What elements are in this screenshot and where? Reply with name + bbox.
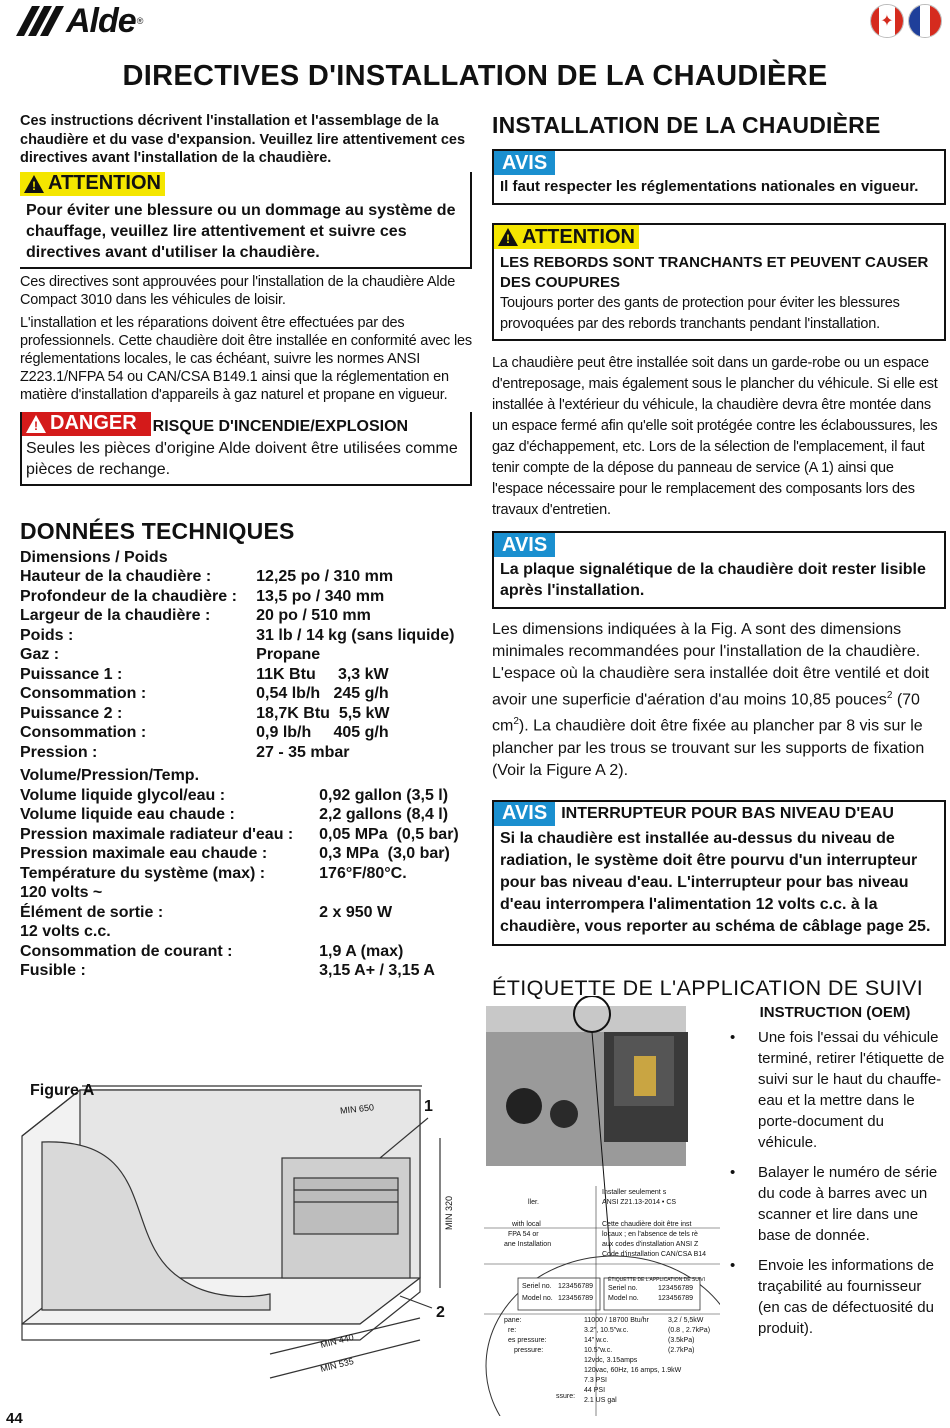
label-data2: 3.2", 10.5"w.c.: [584, 1327, 629, 1334]
spec-label: Profondeur de la chaudière :: [20, 587, 237, 605]
callout-2: 2: [436, 1304, 445, 1321]
label-std5: Code d'installation CAN/CSA B14: [602, 1251, 707, 1258]
approval-text: Ces directives sont approuvées pour l'installation de la chaudière Alde Compact 3010 dans les véhicules de loisir.: [20, 273, 456, 308]
brand-name: Alde: [66, 1, 136, 40]
spec-label: Consommation de courant :: [20, 942, 233, 960]
professional-text: L'installation et les réparations doivent être effectuées par des professionnels. Cette chaudière doit être installée en conformité avec les réglementations locales, le cas échéant, suivre les normes ANSI Z223.1/NFPA 54 ou CAN/CSA B149.1 ainsi que la réglementation en matière d'installation d'appareils à gaz naturel et propane en vigueur.: [20, 314, 472, 403]
label-data8: 44 PSI: [584, 1387, 606, 1394]
sup-2a: 2: [886, 690, 893, 701]
spec-row: [20, 786, 472, 806]
label-data7: 7.3 PSI: [584, 1377, 607, 1384]
spec-label: Température du système (max) :: [20, 864, 266, 882]
avis-tag: AVIS: [494, 151, 555, 175]
spec-value: [319, 922, 472, 942]
attention-box: [20, 172, 472, 269]
dim-label-320: MIN 320: [444, 1195, 455, 1231]
label-r2: (0.8 , 2.7kPa): [668, 1327, 711, 1334]
label-top: Installer seulement s: [602, 1189, 667, 1196]
figure-a: [20, 1078, 475, 1408]
spec-label: Gaz :: [20, 646, 60, 663]
page-title: DIRECTIVES D'INSTALLATION DE LA CHAUDIÈRE: [122, 60, 828, 92]
spec-row: [20, 883, 472, 903]
spec-value: 20 po / 510 mm: [256, 607, 371, 624]
install-heading: INSTALLATION DE LA CHAUDIÈRE: [492, 112, 881, 138]
tech-heading: DONNÉES TECHNIQUES: [20, 517, 295, 544]
label-model-no: 123456789: [558, 1295, 594, 1302]
spec-label: Fusible :: [20, 962, 86, 979]
label-left2: FPA 54 or: [508, 1231, 539, 1238]
label-r1: 3,2 / 5,5kW: [668, 1317, 704, 1324]
label-lbl4: pressure:: [514, 1347, 544, 1354]
spec-label: Puissance 2 :: [20, 704, 123, 722]
spec-value: Propane: [256, 646, 321, 663]
spec-label: 120 volts ~: [20, 884, 103, 901]
spec-row: [20, 805, 472, 825]
avis-tag: AVIS: [494, 533, 555, 557]
spec-row: [20, 864, 472, 884]
avis-3-title: INTERRUPTEUR POUR BAS NIVEAU D'EAU: [561, 804, 894, 822]
sup-2b: 2: [513, 716, 519, 728]
danger-tag: [22, 412, 151, 436]
danger-label: DANGER: [50, 412, 137, 434]
figure-label: Figure A: [30, 1082, 95, 1099]
avis-2-text: La plaque signalétique de la chaudière doit rester lisible après l'installation.: [500, 561, 926, 599]
spec-value: 2,2 gallons (8,4 l): [319, 806, 449, 823]
dimensions-text-b: (70 cm: [492, 691, 920, 735]
danger-title: RISQUE D'INCENDIE/EXPLOSION: [152, 417, 409, 435]
spec-row: [20, 903, 472, 923]
spec-value: 0,05 MPa (0,5 bar): [319, 825, 459, 843]
label-serial-2: Seriel no.: [608, 1285, 638, 1292]
spec-label: Pression maximale eau chaude :: [20, 845, 268, 862]
label-lbl1: pane:: [504, 1317, 522, 1324]
tech-group-dimensions: Dimensions / Poids: [20, 548, 168, 566]
spec-row: [20, 626, 472, 646]
spec-label: Volume liquide eau chaude :: [20, 806, 235, 823]
spec-value: 0,54 lb/h 245 g/h: [256, 685, 389, 702]
spec-row: [20, 665, 472, 685]
list-item: • Une fois l'essai du véhicule terminé, retirer l'étiquette de suivi sur le haut du chauffe-eau et la mettre dans le porte-document du véhicule.: [724, 1027, 946, 1153]
alde-logo: [18, 1, 144, 40]
spec-row: [20, 743, 472, 763]
spec-value: 176°F/80°C.: [319, 864, 407, 882]
attention-tag: [494, 225, 639, 249]
avis-1-text: Il faut respecter les réglementations nationales en vigueur.: [500, 178, 919, 195]
warning-icon: !: [26, 415, 46, 433]
avis-box-3: [492, 800, 946, 946]
spec-row: [20, 587, 472, 607]
spec-label: Pression maximale radiateur d'eau :: [20, 825, 294, 843]
attention-title: LES REBORDS SONT TRANCHANTS ET PEUVENT CAUSER DES COUPURES: [500, 254, 929, 291]
dimensions-text: [492, 619, 946, 782]
location-text: La chaudière peut être installée soit dans un garde-robe ou un espace d'entreposage, mais également sous le plancher du véhicule. Si elle est installée à l'extérieur du véhicule, la chaudière devra être montée dans un espace fermé afin qu'elle soit protégée contre les éclaboussures, les gaz d'échappement, etc. Lors de la sélection de l'emplacement, il faut tenir compte de la dépose du panneau de service (A 1) ainsi que l'espace nécessaire pour le remplacement des composants lors des travaux d'entretien.: [492, 355, 938, 518]
label-data9: 2.1 US gal: [584, 1397, 617, 1404]
spec-value: [319, 883, 472, 903]
avis-3-text: Si la chaudière est installée au-dessus du niveau de radiation, le système doit être pourvu d'un interrupteur pour bas niveau d'eau. L'interrupteur pour bas niveau d'eau interrompera l'alimentation 12 volts c.c. à la chaudière, vous reporter au schéma de câblage page 25.: [500, 829, 931, 935]
label-left1: with local: [512, 1221, 541, 1228]
tech-table-2: [20, 786, 472, 981]
registered-mark: ®: [136, 16, 144, 26]
attention-label: ATTENTION: [48, 172, 161, 194]
spec-row: [20, 684, 472, 704]
attention-tag: [20, 172, 165, 196]
spec-row: [20, 922, 472, 942]
language-flags: [870, 4, 942, 38]
danger-text: Seules les pièces d'origine Alde doivent être utilisées comme pièces de rechange.: [26, 439, 458, 478]
spec-value: 31 lb / 14 kg (sans liquide): [256, 626, 455, 644]
spec-value: 2 x 950 W: [319, 903, 393, 921]
label-r3: (3.5kPa): [668, 1337, 695, 1344]
spec-label: Volume liquide glycol/eau :: [20, 786, 226, 804]
dim-label-535: MIN 535: [319, 1356, 355, 1374]
spec-label: Puissance 1 :: [20, 665, 123, 683]
oem-list: [724, 1027, 946, 1339]
dim-label-440: MIN 440: [319, 1332, 355, 1350]
callout-1: 1: [424, 1098, 433, 1115]
label-left3: ane Installation: [504, 1241, 552, 1248]
france-flag-icon[interactable]: [908, 4, 942, 38]
label-lbl3: es pressure:: [508, 1337, 547, 1344]
spec-row: [20, 942, 472, 962]
spec-value: 0,92 gallon (3,5 l): [319, 786, 449, 804]
label-serial-no-2: 123456789: [658, 1285, 694, 1292]
spec-value: 0,3 MPa (3,0 bar): [319, 845, 450, 862]
spec-label: Consommation :: [20, 724, 147, 741]
label-model-2: Model no.: [608, 1295, 639, 1302]
label-serial: Seriel no.: [522, 1283, 552, 1290]
label-std4: aux codes d'installation ANSI Z: [602, 1241, 699, 1248]
avis-tag: AVIS: [494, 802, 555, 826]
oem-heading: INSTRUCTION (OEM): [759, 1004, 911, 1021]
label-lbl2: re:: [508, 1327, 517, 1334]
spec-label: 12 volts c.c.: [20, 923, 111, 940]
spec-value: 18,7K Btu 5,5 kW: [256, 704, 390, 722]
canada-flag-icon[interactable]: ✦: [870, 4, 904, 38]
spec-value: 13,5 po / 340 mm: [256, 587, 385, 605]
spec-value: 3,15 A+ / 3,15 A: [319, 962, 435, 979]
label-data4: 10.5"w.c.: [584, 1347, 613, 1354]
spec-label: Consommation :: [20, 685, 147, 702]
spec-row: [20, 723, 472, 743]
oem-instructions: [724, 1004, 946, 1348]
spec-label: Élément de sortie :: [20, 903, 164, 921]
label-data5: 12vdc, 3.15amps: [584, 1357, 638, 1364]
spec-row: [20, 704, 472, 724]
label-data1: 11000 / 18700 Btu/hr: [584, 1317, 649, 1324]
page-number: 44: [6, 1410, 23, 1427]
label-r4: (2.7kPa): [668, 1347, 695, 1354]
danger-box: [20, 412, 472, 486]
tech-table-1: [20, 567, 472, 762]
intro-text: Ces instructions décrivent l'installation et l'assemblage de la chaudière et du vase d'expansion. Veuillez lire attentivement ces directives avant l'installation de la chaudière.: [20, 113, 466, 166]
label-data3: 14" w.c.: [584, 1337, 609, 1344]
avis-box-1: [492, 149, 946, 205]
spec-value: 12,25 po / 310 mm: [256, 568, 394, 585]
spec-row: [20, 645, 472, 665]
attention-text: Pour éviter une blessure ou un dommage au système de chauffage, veuillez lire attentivement et suivre ces directives avant d'utiliser la chaudière.: [26, 201, 456, 261]
spec-value: 1,9 A (max): [319, 942, 404, 960]
tech-group-volume: Volume/Pression/Temp.: [20, 767, 200, 784]
attention-box-right: [492, 223, 946, 341]
label-serial-no: 123456789: [558, 1283, 594, 1290]
spec-row: [20, 606, 472, 626]
list-item: • Envoie les informations de traçabilité au fournisseur (en cas de défectuosité du produit).: [724, 1255, 946, 1339]
warning-icon: !: [498, 228, 518, 246]
installation-diagram: [20, 1078, 475, 1408]
spec-row: [20, 825, 472, 845]
label-texts: [484, 1186, 720, 1416]
label-std3: locaux ; en l'absence de tels rè: [602, 1231, 698, 1238]
label-std2: Cette chaudière doit être inst: [602, 1221, 692, 1228]
spec-label: Pression :: [20, 743, 98, 761]
label-ller: ller.: [528, 1199, 539, 1206]
boiler-photo: [484, 996, 720, 1416]
dim-label-650: MIN 650: [339, 1102, 375, 1116]
label-model: Model no.: [522, 1295, 553, 1302]
label-title: ÉTIQUETTE DE L'APPLICATION DE SUIVI: [608, 1277, 705, 1283]
spec-label: Largeur de la chaudière :: [20, 607, 211, 624]
tracking-heading: ÉTIQUETTE DE L'APPLICATION DE SUIVI: [492, 975, 924, 1000]
spec-row: [20, 844, 472, 864]
warning-icon: !: [24, 175, 44, 193]
spec-value: 0,9 lb/h 405 g/h: [256, 724, 389, 741]
right-column: [492, 112, 946, 1001]
spec-label: Poids :: [20, 626, 74, 644]
list-item: • Balayer le numéro de série du code à barres avec un scanner et lire dans une base de donnée.: [724, 1162, 946, 1246]
label-model-no-2: 123456789: [658, 1295, 694, 1302]
spec-value: 27 - 35 mbar: [256, 743, 350, 761]
spec-value: 11K Btu 3,3 kW: [256, 665, 389, 683]
avis-box-2: [492, 531, 946, 609]
attention-label: ATTENTION: [522, 225, 635, 248]
spec-row: [20, 961, 472, 981]
label-lbl5: ssure:: [556, 1393, 576, 1400]
label-std1: ANSI Z21.13-2014 • CS: [602, 1199, 677, 1206]
attention-right-text: Toujours porter des gants de protection pour éviter les blessures provoquées par des rebords tranchants pendant l'installation.: [500, 295, 900, 332]
label-data6: 120vac, 60Hz, 16 amps, 1.9kW: [584, 1367, 682, 1374]
left-column: [20, 112, 472, 981]
logo-stripes-icon: [18, 6, 64, 36]
dimensions-text-c: ). La chaudière doit être fixée au plancher par 8 vis sur le plancher par les trous se trouvant sur les supports de fixation (Voir la Figure A 2).: [492, 717, 925, 779]
spec-label: Hauteur de la chaudière :: [20, 568, 212, 585]
spec-row: [20, 567, 472, 587]
dimensions-text-a: Les dimensions indiquées à la Fig. A sont des dimensions minimales recommandées pour l'installation de la chaudière. L'espace où la chaudière sera installée doit être ventilé et doit avoir une superficie d'aération d'au moins 10,85 pouces: [492, 621, 930, 709]
